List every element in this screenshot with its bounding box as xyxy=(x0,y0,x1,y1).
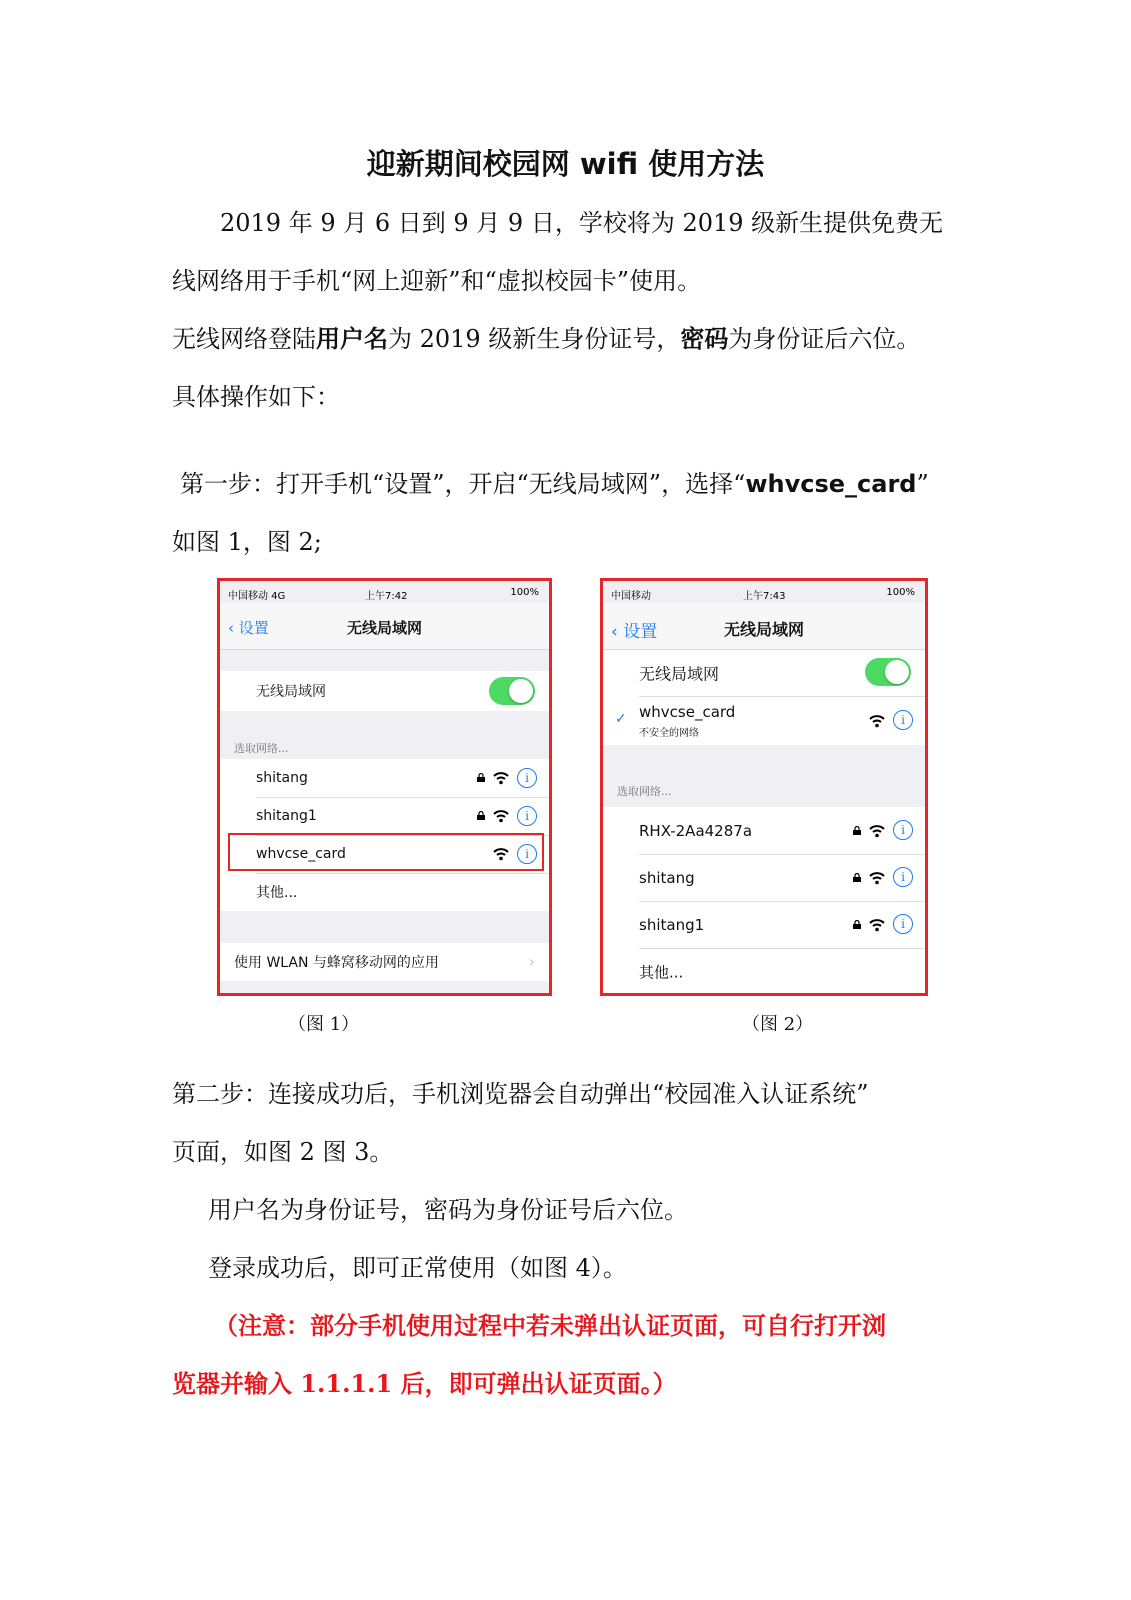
lock-icon xyxy=(853,826,861,835)
choose-network-label: 选取网络... xyxy=(617,785,672,798)
step1-line-1 xyxy=(180,468,929,500)
network-item[interactable] xyxy=(603,901,925,948)
chevron-right-icon: › xyxy=(528,952,535,971)
network-name: shitang xyxy=(639,868,695,887)
nav-bar xyxy=(220,603,549,650)
nav-title: 无线局域网 xyxy=(346,619,422,637)
network-item[interactable] xyxy=(220,759,549,797)
other-label: 其他... xyxy=(639,963,684,981)
wifi-icon xyxy=(493,771,509,785)
choose-network-label: 选取网络... xyxy=(234,742,289,755)
step1-line-1-c: ” xyxy=(916,470,929,498)
battery: 100% xyxy=(886,587,915,598)
lock-icon xyxy=(477,773,485,782)
nav-title: 无线局域网 xyxy=(723,620,804,639)
battery: 100% xyxy=(510,587,539,598)
back-label: 设置 xyxy=(623,622,658,642)
intro-password-label: 密码 xyxy=(680,324,729,353)
highlight-box xyxy=(228,833,544,871)
clock: 上午7:42 xyxy=(365,591,408,602)
page-title: 迎新期间校园网 wifi 使用方法 xyxy=(366,147,765,181)
network-name: shitang1 xyxy=(256,808,317,824)
checkmark-icon: ✓ xyxy=(615,711,627,727)
network-list xyxy=(603,807,925,996)
network-name: shitang1 xyxy=(639,915,705,934)
wlan-apps-label: 使用 WLAN 与蜂窝移动网的应用 xyxy=(234,955,439,971)
back-button[interactable]: ‹ 设置 xyxy=(228,619,269,637)
step2-line-4: 登录成功后，即可正常使用（如图 4）。 xyxy=(208,1254,627,1282)
carrier: 中国移动 4G xyxy=(228,591,286,602)
wlan-label: 无线局域网 xyxy=(639,664,720,684)
connected-network[interactable] xyxy=(603,697,925,745)
back-button[interactable]: ‹ 设置 xyxy=(611,622,658,642)
info-icon[interactable]: i xyxy=(893,914,913,934)
step1-line-1-a: 第一步：打开手机“设置”，开启“无线局域网”，选择“ xyxy=(180,470,746,498)
wlan-toggle[interactable] xyxy=(865,658,911,686)
wlan-toggle-row xyxy=(220,671,549,711)
intro-line-4: 具体操作如下： xyxy=(172,383,340,411)
figure-1-caption: （图 1） xyxy=(288,1014,360,1035)
network-name: RHX-2Aa4287a xyxy=(639,821,753,840)
status-bar xyxy=(603,581,925,603)
lock-icon xyxy=(853,873,861,882)
step2-line-2: 页面，如图 2 图 3。 xyxy=(172,1138,394,1166)
step1-line-2: 如图 1，图 2; xyxy=(172,528,322,556)
figure-2-caption: （图 2） xyxy=(742,1014,814,1035)
network-item[interactable] xyxy=(220,797,549,835)
figure-1-screenshot xyxy=(217,578,552,996)
info-icon[interactable]: i xyxy=(517,806,537,826)
lock-icon xyxy=(477,811,485,820)
step2-line-3: 用户名为身份证号，密码为身份证号后六位。 xyxy=(208,1196,688,1224)
connected-network-name: whvcse_card xyxy=(639,703,736,721)
notice-line-1: （注意：部分手机使用过程中若未弹出认证页面，可自行打开浏 xyxy=(214,1311,886,1340)
network-item[interactable] xyxy=(603,854,925,901)
wifi-icon xyxy=(869,918,885,932)
status-bar xyxy=(220,581,549,603)
intro-line-3-a: 无线网络登陆 xyxy=(172,325,316,353)
figure-2-screenshot xyxy=(600,578,928,996)
network-item-other[interactable] xyxy=(603,948,925,995)
wlan-label: 无线局域网 xyxy=(256,684,326,700)
wlan-toggle[interactable] xyxy=(489,677,535,705)
step1-ssid: whvcse_card xyxy=(745,470,917,498)
notice-line-2: 览器并输入 1.1.1.1 后，即可弹出认证页面。） xyxy=(172,1369,677,1398)
carrier: 中国移动 xyxy=(611,591,651,602)
network-name: shitang xyxy=(256,770,308,786)
network-item[interactable] xyxy=(603,807,925,854)
step2-line-1: 第二步：连接成功后，手机浏览器会自动弹出“校园准入认证系统” xyxy=(172,1080,869,1108)
info-icon[interactable]: i xyxy=(893,820,913,840)
wifi-icon xyxy=(869,714,885,728)
connected-network-status: 不安全的网络 xyxy=(639,728,699,739)
intro-line-1: 2019 年 9 月 6 日到 9 月 9 日，学校将为 2019 级新生提供免费无 xyxy=(220,209,944,237)
wifi-icon xyxy=(869,871,885,885)
wlan-toggle-row xyxy=(603,650,925,696)
info-icon[interactable]: i xyxy=(893,710,913,730)
intro-username-label: 用户名 xyxy=(316,324,388,353)
info-icon[interactable]: i xyxy=(893,867,913,887)
info-icon[interactable]: i xyxy=(517,768,537,788)
wlan-section xyxy=(603,650,925,745)
info-icon[interactable]: i xyxy=(517,844,537,864)
wifi-icon xyxy=(493,809,509,823)
intro-line-3-c: 为 2019 级新生身份证号， xyxy=(388,325,681,353)
intro-line-3-e: 为身份证后六位。 xyxy=(728,325,921,353)
nav-bar xyxy=(603,603,925,650)
network-item-other[interactable] xyxy=(220,873,549,911)
wifi-icon xyxy=(869,824,885,838)
intro-line-2: 线网络用于手机“网上迎新”和“虚拟校园卡”使用。 xyxy=(172,267,702,295)
wlan-apps-row[interactable] xyxy=(220,943,549,981)
network-name: whvcse_card xyxy=(256,846,346,862)
lock-icon xyxy=(853,920,861,929)
other-label: 其他... xyxy=(256,885,298,901)
intro-line-3 xyxy=(172,323,920,355)
back-label: 设置 xyxy=(238,619,269,637)
clock: 上午7:43 xyxy=(743,591,786,602)
